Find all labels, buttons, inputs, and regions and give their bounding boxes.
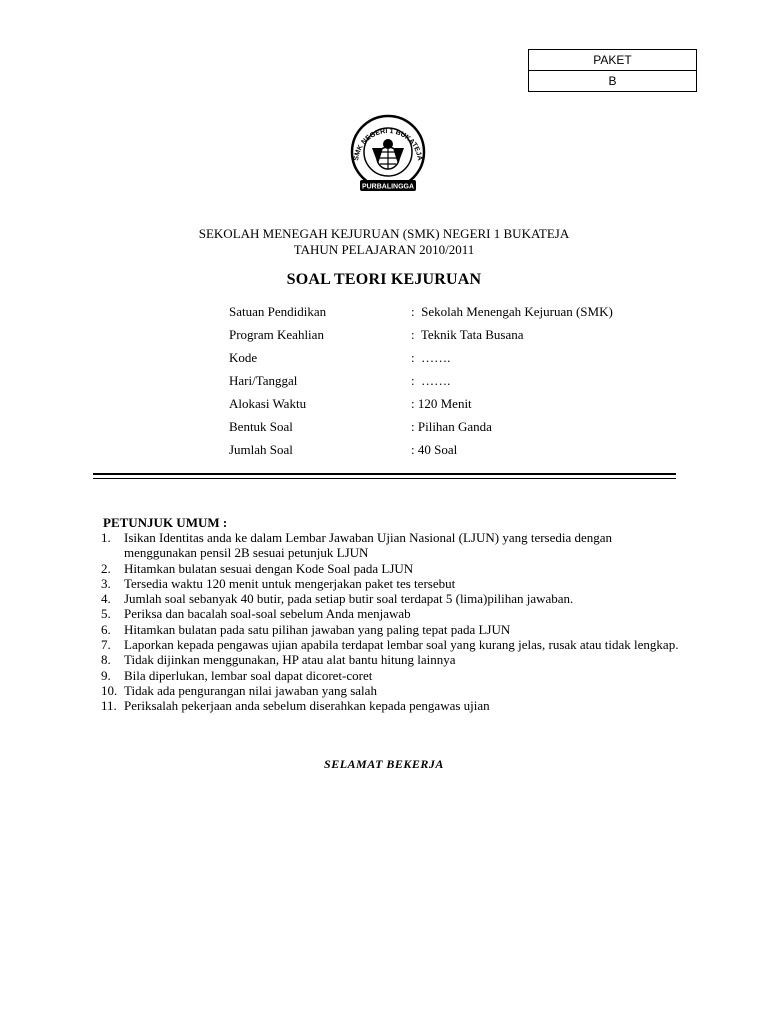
- info-row: [229, 372, 669, 395]
- item-text: Tidak dijinkan menggunakan, HP atau alat bantu hitung lainnya: [124, 652, 456, 668]
- info-label: Program Keahlian: [229, 327, 324, 342]
- list-item: [101, 576, 681, 591]
- list-item: [101, 591, 681, 606]
- info-label: Jumlah Soal: [229, 442, 293, 457]
- divider-thin: [93, 478, 676, 479]
- info-value: : …….: [411, 373, 451, 388]
- item-number: 5.: [101, 606, 111, 622]
- info-row: [229, 395, 669, 418]
- list-item: [101, 668, 681, 683]
- list-item: [101, 652, 681, 667]
- school-header: [0, 226, 768, 258]
- item-number: 10.: [101, 682, 118, 698]
- exam-info: [229, 303, 669, 464]
- info-row: [229, 441, 669, 464]
- school-logo-icon: [338, 108, 438, 198]
- item-text: Laporkan kepada pengawas ujian apabila terdapat lembar soal yang kurang jelas, rusak atau tidak lengkap.: [124, 637, 679, 653]
- academic-year: TAHUN PELAJARAN 2010/2011: [293, 242, 475, 257]
- item-number: 11.: [101, 698, 117, 714]
- item-number: 9.: [101, 667, 111, 683]
- info-label: Alokasi Waktu: [229, 396, 307, 411]
- school-name: SEKOLAH MENEGAH KEJURUAN (SMK) NEGERI 1 BUKATEJA: [198, 226, 570, 241]
- info-row: [229, 303, 669, 326]
- paket-value: B: [608, 74, 617, 88]
- instructions-list: [101, 530, 681, 714]
- info-value: : Teknik Tata Busana: [411, 327, 524, 342]
- item-number: 1.: [101, 530, 111, 545]
- info-label: Satuan Pendidikan: [229, 304, 327, 319]
- item-text: Isikan Identitas anda ke dalam Lembar Jawaban Ujian Nasional (LJUN) yang tersedia dengan menggunakan pensil 2B sesuai petunjuk LJUN: [124, 530, 613, 561]
- info-label: Kode: [229, 350, 258, 365]
- item-text: Bila diperlukan, lembar soal dapat dicoret-coret: [124, 667, 373, 683]
- info-value: : Pilihan Ganda: [411, 419, 492, 434]
- item-text: Periksa dan bacalah soal-soal sebelum Anda menjawab: [124, 606, 411, 622]
- divider-thick: [93, 473, 676, 475]
- list-item: [101, 622, 681, 637]
- item-number: 2.: [101, 560, 111, 576]
- list-item: [101, 637, 681, 652]
- info-value: : 40 Soal: [411, 442, 458, 457]
- paket-box: [528, 49, 697, 92]
- item-text: Hitamkan bulatan sesuai dengan Kode Soal pada LJUN: [124, 560, 414, 576]
- item-text: Periksalah pekerjaan anda sebelum diserahkan kepada pengawas ujian: [124, 698, 490, 714]
- info-row: [229, 349, 669, 372]
- item-text: Hitamkan bulatan pada satu pilihan jawaban yang paling tepat pada LJUN: [124, 621, 511, 637]
- paket-label: PAKET: [529, 50, 696, 71]
- info-label: Hari/Tanggal: [229, 373, 298, 388]
- item-text: Jumlah soal sebanyak 40 butir, pada setiap butir soal terdapat 5 (lima)pilihan jawaban.: [124, 591, 574, 607]
- info-value: : Sekolah Menengah Kejuruan (SMK): [411, 304, 613, 319]
- item-text: Tersedia waktu 120 menit untuk mengerjakan paket tes tersebut: [124, 575, 456, 591]
- svg-text:SMK NEGERI 1 BUKATEJA: SMK NEGERI 1 BUKATEJA: [353, 127, 423, 162]
- instructions-title: PETUNJUK UMUM :: [103, 515, 228, 530]
- svg-text:PURBALINGGA: PURBALINGGA: [361, 183, 415, 191]
- item-text: Tidak ada pengurangan nilai jawaban yang salah: [124, 682, 377, 698]
- info-label: Bentuk Soal: [229, 419, 293, 434]
- info-value: : 120 Menit: [411, 396, 472, 411]
- page-title: SOAL TEORI KEJURUAN: [286, 271, 482, 288]
- list-item: [101, 561, 681, 576]
- closing-text: SELAMAT BEKERJA: [324, 757, 444, 771]
- info-value: : …….: [411, 350, 451, 365]
- list-item: [101, 530, 681, 561]
- list-item: [101, 698, 681, 713]
- item-number: 7.: [101, 637, 111, 653]
- list-item: [101, 606, 681, 621]
- item-number: 6.: [101, 621, 111, 637]
- item-number: 8.: [101, 652, 111, 668]
- info-row: [229, 418, 669, 441]
- item-number: 4.: [101, 591, 111, 607]
- info-row: [229, 326, 669, 349]
- item-number: 3.: [101, 575, 111, 591]
- list-item: [101, 683, 681, 698]
